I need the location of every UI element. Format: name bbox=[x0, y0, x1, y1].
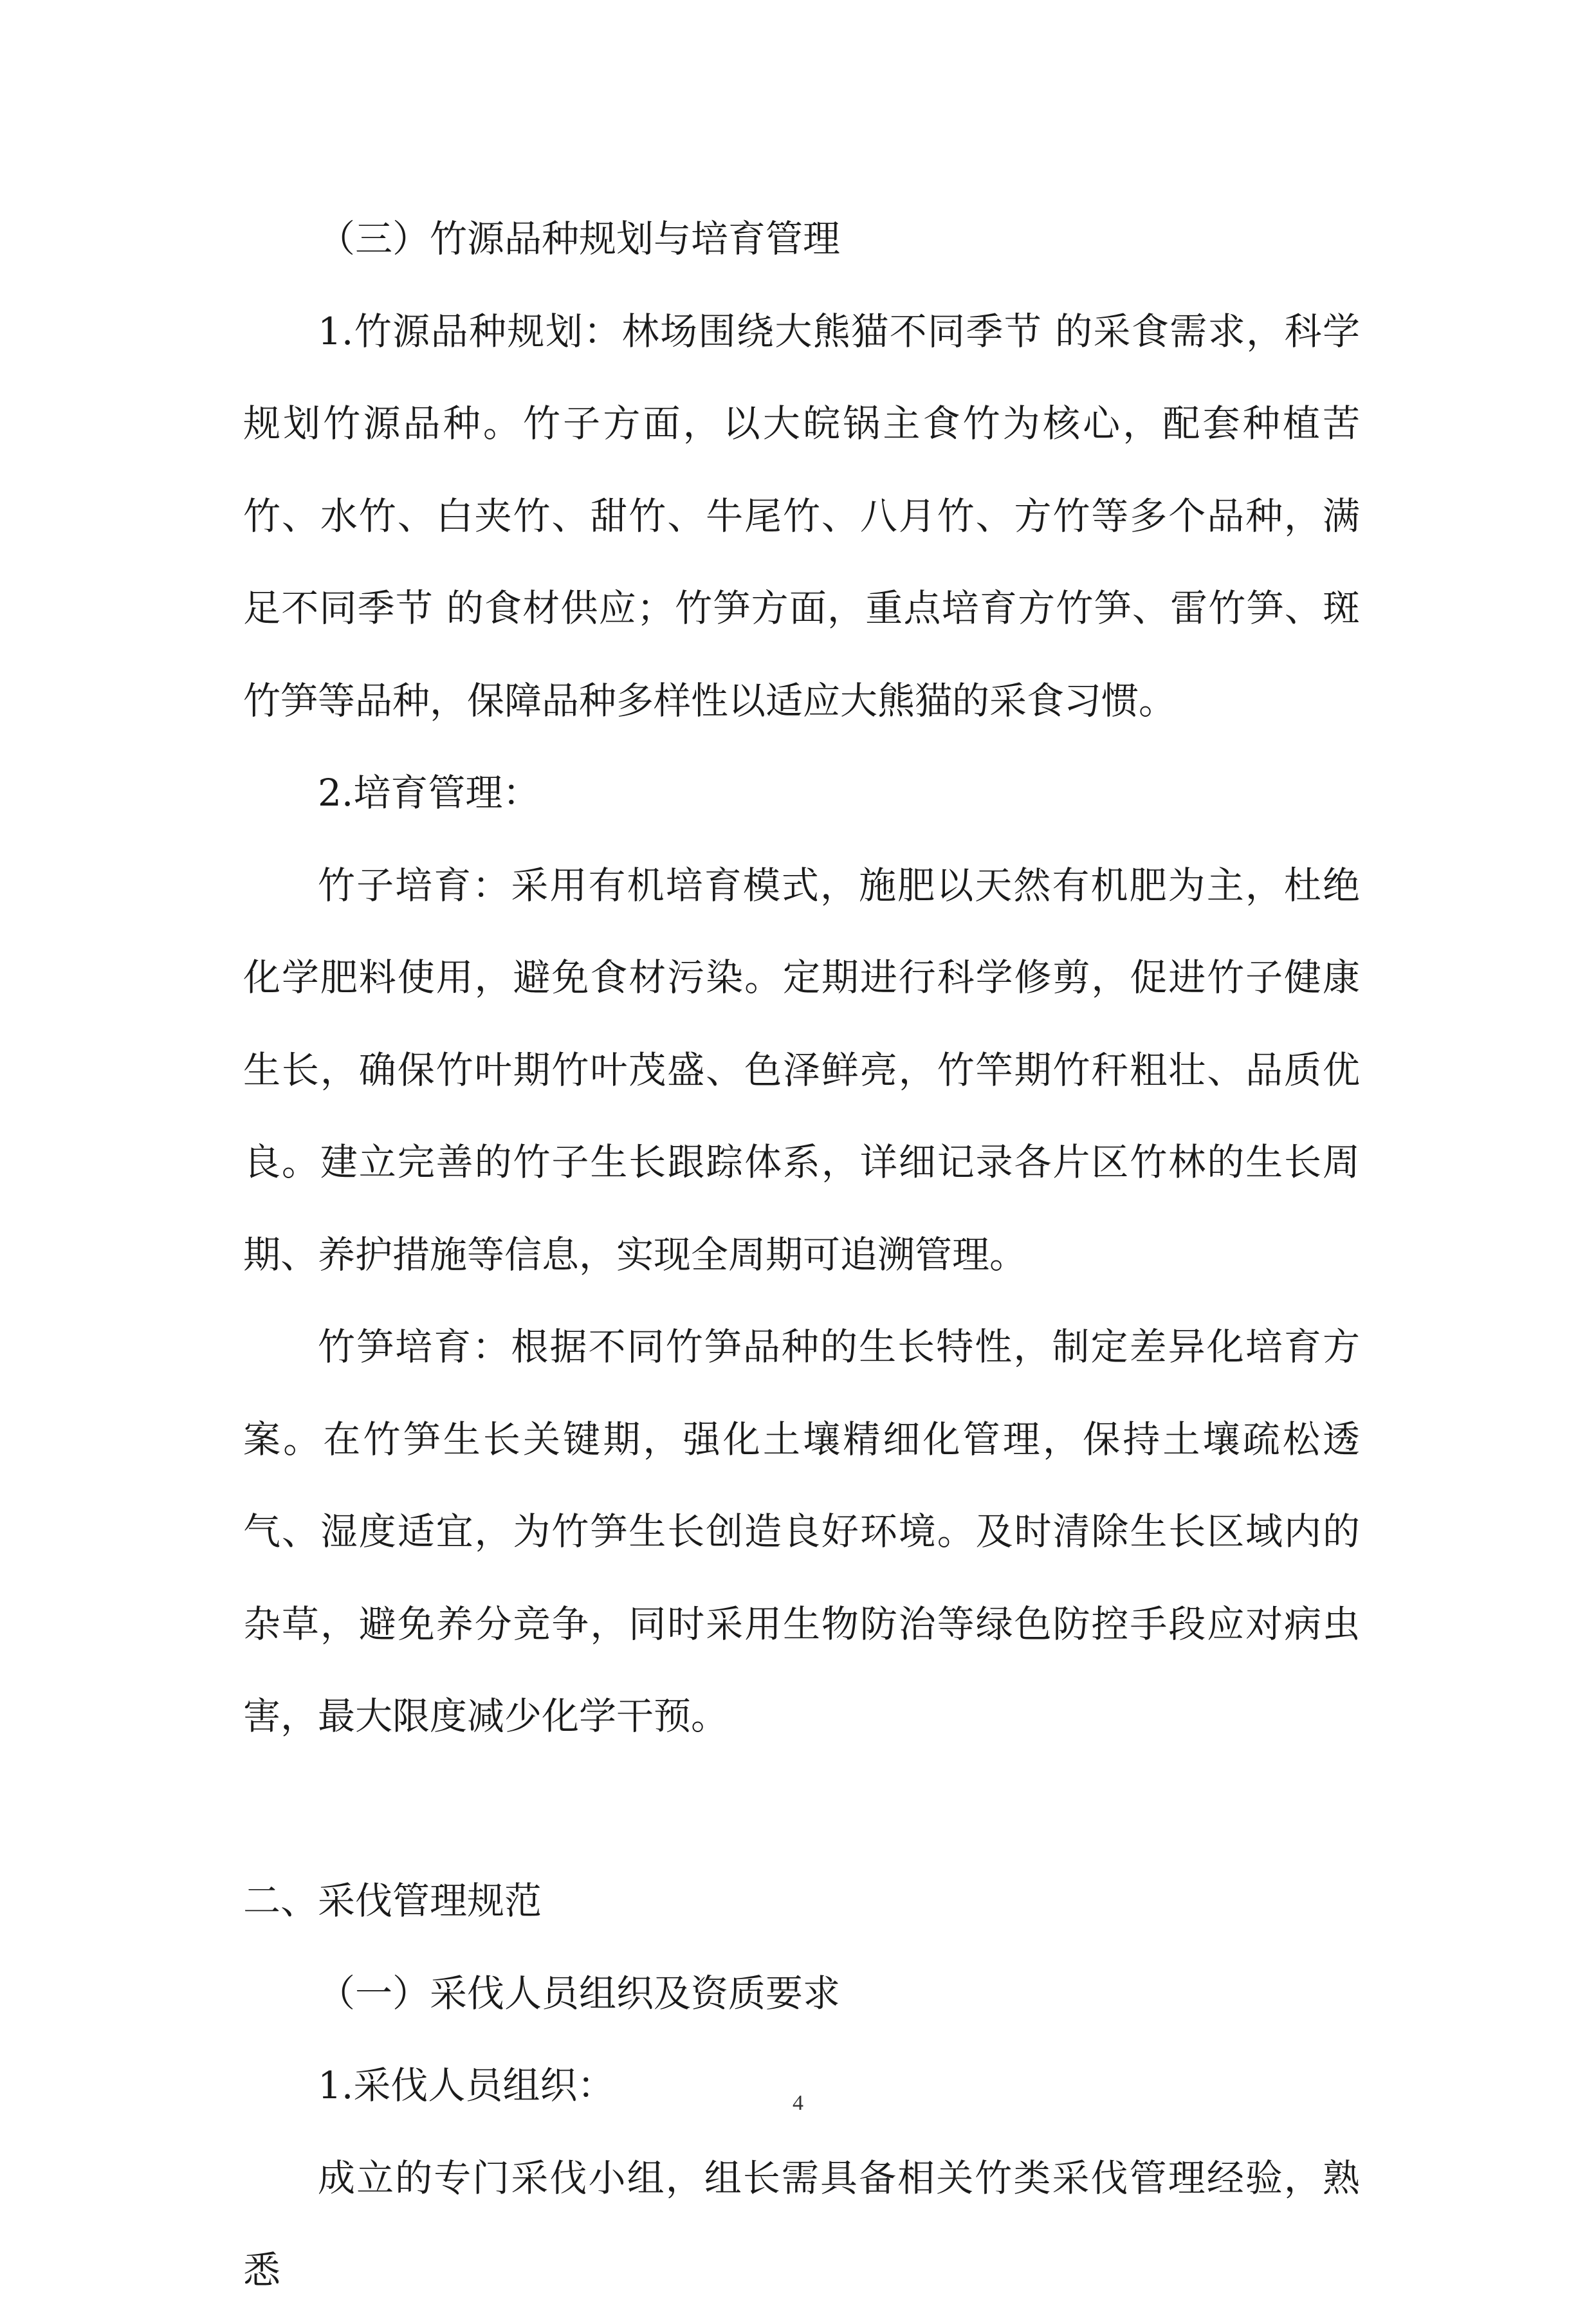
item-heading-cultivation: 2.培育管理： bbox=[318, 771, 540, 815]
paragraph-shoot-cultivation: 竹笋培育：根据不同竹笋品种的生长特性，制定差异化培育方案。在竹笋生长关键期，强化土壤精细化管理，保持土壤疏松透气、湿度适宜，为竹笋生长创造良好环境。及时清除生长区域内的杂草，避免养分竞争，同时采用生物防治等绿色防控手段应对病虫害，最大限度减少化学干预。 bbox=[243, 1325, 1360, 1738]
page-content bbox=[243, 193, 1360, 2317]
chapter-heading-harvest: 二、采伐管理规范 bbox=[243, 1879, 542, 1923]
section-heading-personnel: （一）采伐人员组织及资质要求 bbox=[318, 1971, 841, 2015]
paragraph-bamboo-cultivation: 竹子培育：采用有机培育模式，施肥以天然有机肥为主，杜绝化学肥料使用，避免食材污染。定期进行科学修剪，促进竹子健康生长，确保竹叶期竹叶茂盛、色泽鲜亮，竹竿期竹秆粗壮、品质优良。建立完善的竹子生长跟踪体系，详细记录各片区竹林的生长周期、养护措施等信息，实现全周期可追溯管理。 bbox=[243, 863, 1360, 1277]
section-gap bbox=[243, 1763, 1360, 1856]
paragraph-variety-planning: 1.竹源品种规划：林场围绕大熊猫不同季节 的采食需求，科学规划竹源品种。竹子方面，以大皖锅主食竹为核心，配套种植苦竹、水竹、白夹竹、甜竹、牛尾竹、八月竹、方竹等多个品种，满足不同季节 的食材供应；竹笋方面，重点培育方竹笋、雷竹笋、斑竹笋等品种，保障品种多样性以适应大熊猫的采食习惯。 bbox=[243, 309, 1360, 723]
section-heading-bamboo-planning: （三）竹源品种规划与培育管理 bbox=[318, 217, 841, 261]
item-heading-personnel-org: 1.采伐人员组织： bbox=[318, 2063, 615, 2107]
paragraph-personnel-org: 成立的专门采伐小组，组长需具备相关竹类采伐管理经验，熟悉 bbox=[243, 2155, 1360, 2292]
page-number: 4 bbox=[793, 2091, 803, 2115]
